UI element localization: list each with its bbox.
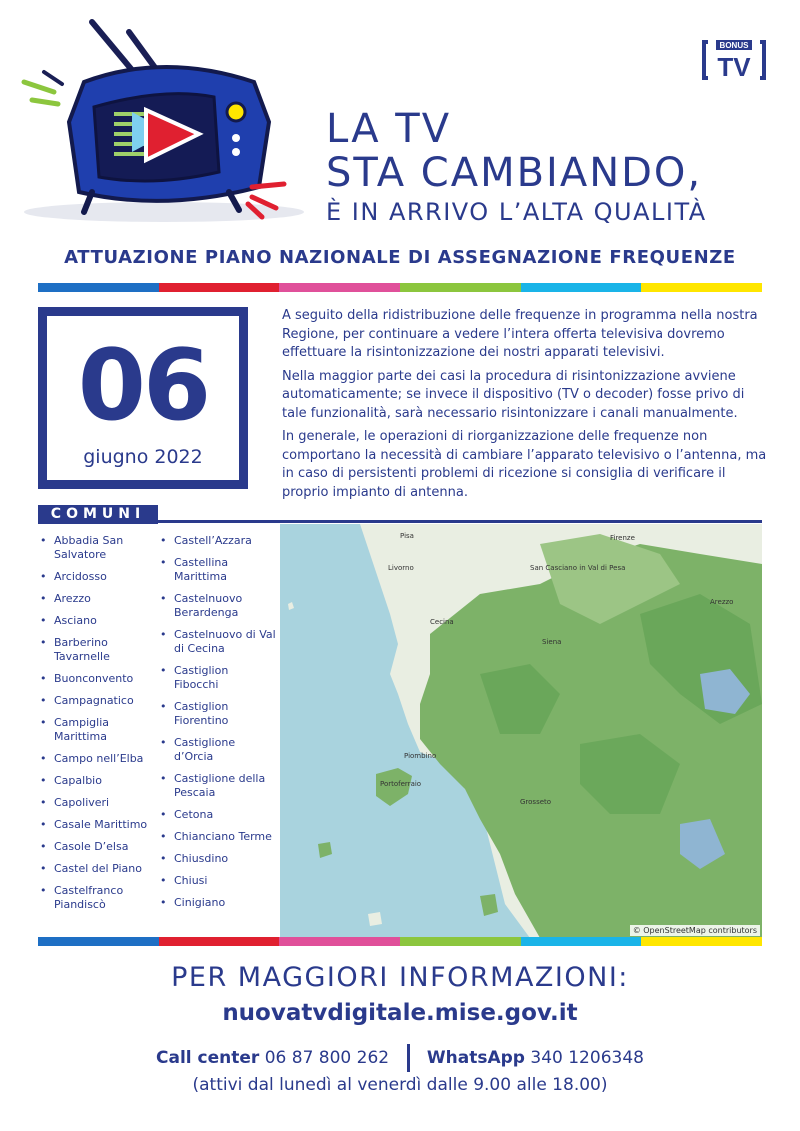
comune-item: • Arezzo (38, 592, 156, 606)
comune-item: • Campiglia Marittima (38, 716, 156, 744)
comune-item: • Casale Marittimo (38, 818, 156, 832)
comune-item: • Castiglion Fibocchi (158, 664, 276, 692)
comune-item: • Cinigiano (158, 896, 276, 910)
svg-text:Cecina: Cecina (430, 618, 454, 626)
comune-item: • Castellina Marittima (158, 556, 276, 584)
comune-item: • Castell’Azzara (158, 534, 276, 548)
svg-text:Arezzo: Arezzo (710, 598, 734, 606)
comune-item: • Asciano (38, 614, 156, 628)
headline-line-3: È IN ARRIVO L’ALTA QUALITÀ (326, 198, 707, 226)
svg-text:Portoferraio: Portoferraio (380, 780, 422, 788)
date-day: 06 (77, 329, 209, 443)
comune-item: • Chiusdino (158, 852, 276, 866)
tv-illustration (14, 12, 314, 232)
comune-item: • Castelnuovo di Val di Cecina (158, 628, 276, 656)
map-attribution: © OpenStreetMap contributors (630, 925, 760, 936)
svg-text:Livorno: Livorno (388, 564, 414, 572)
whatsapp-number[interactable]: 340 1206348 (530, 1048, 644, 1068)
stripe-segment (279, 283, 400, 292)
bonus-tv-logo (702, 38, 766, 80)
comune-item: • Campagnatico (38, 694, 156, 708)
svg-text:Siena: Siena (542, 638, 562, 646)
comune-item: • Castiglion Fiorentino (158, 700, 276, 728)
date-box (38, 307, 248, 489)
comune-item: • Arcidosso (38, 570, 156, 584)
comune-item: • Castelfranco Piandiscò (38, 884, 156, 912)
stripe-segment (159, 283, 280, 292)
comune-item: • Barberino Tavarnelle (38, 636, 156, 664)
headline-line-2: STA CAMBIANDO, (326, 150, 703, 196)
comune-item: • Abbadia San Salvatore (38, 534, 156, 562)
color-stripe-bottom (38, 937, 762, 946)
call-center-number[interactable]: 06 87 800 262 (264, 1048, 390, 1068)
opening-hours: (attivi dal lunedì al venerdì dalle 9.00 alle 18.00) (192, 1075, 608, 1095)
comune-item: • Castelnuovo Berardenga (158, 592, 276, 620)
comuni-label: COMUNI (38, 505, 158, 524)
coverage-map (280, 524, 762, 938)
comune-item: • Chianciano Terme (158, 830, 276, 844)
comune-item: • Chiusi (158, 874, 276, 888)
color-stripe-top (38, 283, 762, 292)
date-month-year: giugno 2022 (83, 446, 203, 468)
intro-text (282, 307, 772, 507)
stripe-segment (279, 937, 400, 946)
stripe-segment (38, 937, 159, 946)
intro-paragraph-1: A seguito della ridistribuzione delle frequenze in programma nella nostra Regione, per continuare a vedere l’intera offerta televisiva dovremo effettuare la risintonizzazione dei nostri apparati televisivi. (282, 308, 758, 360)
stripe-segment (38, 283, 159, 292)
svg-text:TV: TV (717, 52, 751, 80)
comune-item: • Capoliveri (38, 796, 156, 810)
stripe-segment (159, 937, 280, 946)
headline-line-1: LA TV (326, 106, 452, 152)
website-link[interactable]: nuovatvdigitale.mise.gov.it (222, 1000, 578, 1026)
more-info-heading: PER MAGGIORI INFORMAZIONI: (171, 962, 629, 993)
stripe-segment (400, 283, 521, 292)
svg-text:Grosseto: Grosseto (520, 798, 552, 806)
svg-text:San Casciano in Val di Pesa: San Casciano in Val di Pesa (530, 564, 626, 572)
stripe-segment (641, 937, 762, 946)
comune-item: • Capalbio (38, 774, 156, 788)
stripe-segment (400, 937, 521, 946)
stripe-segment (521, 937, 642, 946)
comune-item: • Castel del Piano (38, 862, 156, 876)
svg-text:Piombino: Piombino (404, 752, 437, 760)
whatsapp-label: WhatsApp (426, 1048, 525, 1068)
svg-text:Pisa: Pisa (400, 532, 414, 540)
contacts-separator (407, 1044, 410, 1072)
stripe-segment (521, 283, 642, 292)
intro-paragraph-2: Nella maggior parte dei casi la procedura di risintonizzazione avviene automaticamente; se invece il dispositivo (TV o decoder) fosse privo di tale funzionalità, sarà necessario risintonizzare i canali manualmente. (282, 368, 745, 421)
comuni-list-column-1 (38, 534, 156, 920)
section-title: ATTUAZIONE PIANO NAZIONALE DI ASSEGNAZIONE FREQUENZE (64, 247, 736, 268)
comune-item: • Castiglione della Pescaia (158, 772, 276, 800)
comune-item: • Casole D’elsa (38, 840, 156, 854)
comune-item: • Campo nell’Elba (38, 752, 156, 766)
map-graphic (280, 524, 762, 938)
stripe-segment (641, 283, 762, 292)
comuni-divider (158, 520, 762, 523)
comune-item: • Cetona (158, 808, 276, 822)
comune-item: • Castiglione d’Orcia (158, 736, 276, 764)
call-center-label: Call center (156, 1048, 260, 1068)
comuni-list-column-2 (158, 534, 276, 918)
contacts-line (0, 1044, 800, 1072)
svg-text:BONUS: BONUS (719, 41, 749, 50)
comune-item: • Buonconvento (38, 672, 156, 686)
intro-paragraph-3: In generale, le operazioni di riorganizzazione delle frequenze non comportano la necessità di cambiare l’apparato televisivo o l’antenna, ma in caso di persistenti problemi di ricezione si consiglia di verificare il proprio impianto di antenna. (282, 429, 767, 500)
svg-text:Firenze: Firenze (610, 534, 635, 542)
